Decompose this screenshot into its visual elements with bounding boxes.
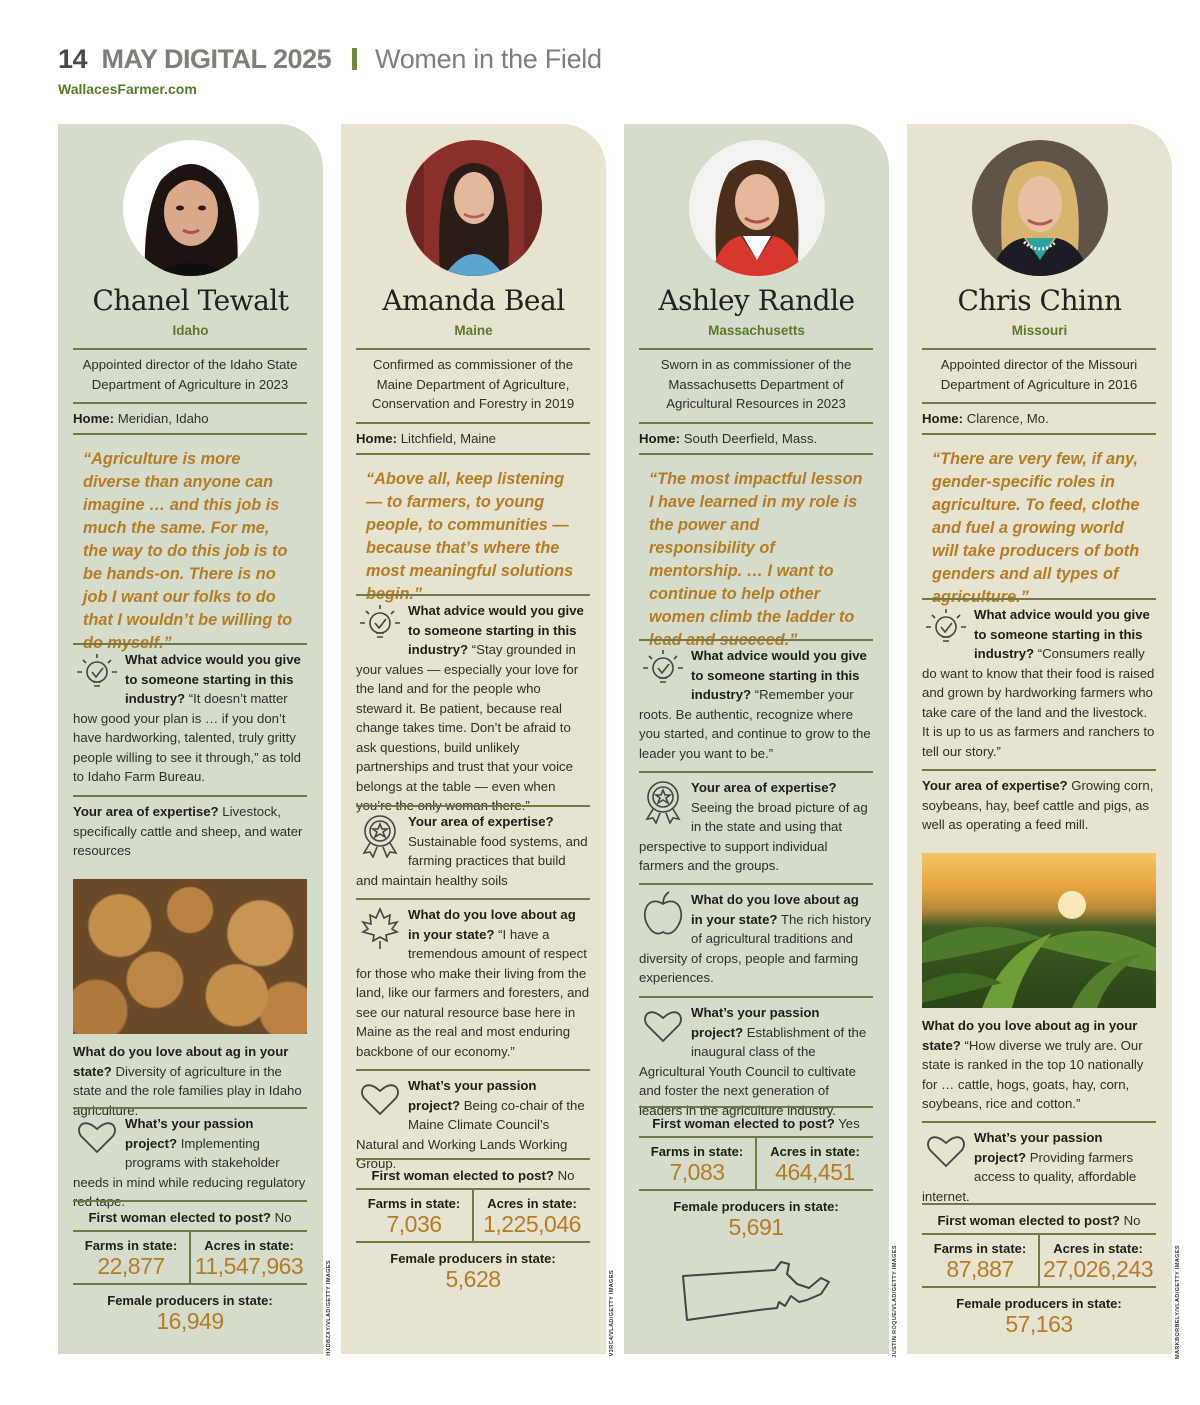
home-line bbox=[356, 422, 590, 449]
acres-value: 27,026,243 bbox=[1042, 1256, 1154, 1282]
profile-card-randle bbox=[624, 124, 889, 1354]
profile-card-chinn bbox=[907, 124, 1172, 1354]
site-url[interactable]: WallacesFarmer.com bbox=[58, 81, 197, 97]
first-woman-answer: No bbox=[274, 1210, 292, 1225]
farms-value: 7,083 bbox=[669, 1159, 725, 1185]
home-label: Home: bbox=[639, 431, 681, 446]
passion-answer: Providing farmers access to quality, affordable internet. bbox=[922, 1149, 1137, 1204]
photo-credit: MARKBORBELY/VLAD/GETTY IMAGES bbox=[1175, 1245, 1181, 1359]
home-line bbox=[922, 402, 1156, 429]
first-woman-answer: Yes bbox=[838, 1116, 860, 1131]
profile-card-tewalt bbox=[58, 124, 323, 1354]
advice-section bbox=[922, 598, 1156, 761]
person-name: Amanda Beal bbox=[382, 284, 565, 317]
massachusetts-map-icon bbox=[679, 1244, 834, 1329]
header-divider bbox=[352, 48, 357, 70]
home-label: Home: bbox=[356, 431, 398, 446]
first-woman-line bbox=[356, 1158, 590, 1186]
expertise-section bbox=[356, 805, 590, 890]
farms-label: Farms in state: bbox=[84, 1238, 178, 1253]
first-woman-question: First woman elected to post? bbox=[652, 1116, 835, 1131]
advice-question: What advice would you give to someone starting in this industry? bbox=[974, 607, 1150, 661]
stats-block bbox=[922, 1233, 1156, 1337]
heart-icon bbox=[356, 1076, 404, 1116]
farms-label: Farms in state: bbox=[367, 1196, 461, 1211]
home-line bbox=[73, 402, 307, 429]
section-title: Women in the Field bbox=[375, 44, 602, 74]
acres-value: 1,225,046 bbox=[483, 1211, 581, 1237]
expertise-question: Your area of expertise? bbox=[73, 804, 219, 819]
role-text: Appointed director of the Missouri Department of Agriculture in 2016 bbox=[922, 348, 1156, 394]
heart-icon bbox=[639, 1003, 687, 1043]
first-woman-line bbox=[922, 1203, 1156, 1231]
love-section bbox=[922, 1016, 1156, 1114]
passion-question: What’s your passion project? bbox=[974, 1130, 1103, 1165]
person-state: Massachusetts bbox=[708, 323, 805, 338]
acres-value: 11,547,963 bbox=[194, 1253, 304, 1279]
expertise-question: Your area of expertise? bbox=[922, 778, 1068, 793]
issue-title: MAY DIGITAL 2025 bbox=[101, 44, 332, 74]
female-producers-value: 5,691 bbox=[728, 1214, 784, 1240]
apple-icon bbox=[639, 890, 687, 936]
portrait-photo bbox=[123, 140, 259, 276]
farms-label: Farms in state: bbox=[933, 1241, 1027, 1256]
lightbulb-icon bbox=[356, 601, 404, 647]
passion-question: What’s your passion project? bbox=[125, 1116, 254, 1151]
profile-card-beal bbox=[341, 124, 606, 1354]
expertise-answer: Livestock, specifically cattle and sheep, and water resources bbox=[73, 804, 303, 858]
home-value: South Deerfield, Mass. bbox=[683, 431, 818, 446]
expertise-answer: Sustainable food systems, and farming practices that build and maintain healthy soils bbox=[356, 833, 588, 888]
passion-answer: Being co-chair of the Maine Climate Council’s Natural and Working Lands Working Group. bbox=[356, 1097, 585, 1171]
person-name: Chanel Tewalt bbox=[92, 284, 289, 317]
page-header bbox=[58, 44, 602, 84]
love-question: What do you love about ag in your state? bbox=[408, 907, 576, 942]
home-label: Home: bbox=[922, 411, 964, 426]
love-answer: “How diverse we truly are. Our state is ranked in the top 10 nationally for … cattle, hogs, goats, hay, corn, soybeans, rice and cotton.” bbox=[922, 1037, 1144, 1111]
expertise-question: Your area of expertise? bbox=[408, 814, 554, 829]
farms-label: Farms in state: bbox=[650, 1144, 744, 1159]
expertise-answer: Growing corn, soybeans, hay, beef cattle and pigs, as well as operating a feed mill. bbox=[922, 778, 1154, 832]
award-badge-icon bbox=[356, 812, 404, 858]
expertise-section bbox=[639, 771, 873, 876]
first-woman-question: First woman elected to post? bbox=[371, 1168, 554, 1183]
cornfield-photo bbox=[922, 853, 1156, 1008]
award-badge-icon bbox=[639, 778, 687, 824]
love-question: What do you love about ag in your state? bbox=[691, 892, 859, 927]
stats-block bbox=[639, 1136, 873, 1240]
heart-icon bbox=[922, 1128, 970, 1168]
home-value: Clarence, Mo. bbox=[966, 411, 1049, 426]
first-woman-line bbox=[73, 1200, 307, 1228]
person-state: Maine bbox=[454, 323, 493, 338]
home-value: Meridian, Idaho bbox=[117, 411, 209, 426]
stats-block bbox=[356, 1188, 590, 1292]
pull-quote: “Agriculture is more diverse than anyone can imagine … and this job is much the same. For me, the way to do this job is to be hands-on. There is no job I want our folks to do that I wouldn’t be willing to do myself.” bbox=[73, 433, 307, 655]
female-producers-value: 57,163 bbox=[1005, 1311, 1073, 1337]
home-value: Litchfield, Maine bbox=[400, 431, 496, 446]
acres-label: Acres in state: bbox=[1053, 1241, 1143, 1256]
passion-answer: Establishment of the inaugural class of the Agricultural Youth Council to cultivate and foster the next generation of leaders in the agriculture industry. bbox=[639, 1024, 867, 1118]
advice-question: What advice would you give to someone starting in this industry? bbox=[691, 648, 867, 702]
advice-section bbox=[356, 594, 590, 816]
advice-section bbox=[73, 643, 307, 787]
photo-credit: HXDBZXY/VLAD/GETTY IMAGES bbox=[326, 1260, 332, 1356]
portrait-photo bbox=[406, 140, 542, 276]
advice-section bbox=[639, 639, 873, 763]
love-question: What do you love about ag in your state? bbox=[73, 1044, 289, 1079]
love-answer: “I have a tremendous amount of respect for those who make their living from the land, like our farmers and foresters, and see our natural resource base here in Maine as the real and most enduring backbone of our economy.” bbox=[356, 926, 590, 1059]
lightbulb-icon bbox=[73, 650, 121, 696]
female-producers-value: 5,628 bbox=[445, 1266, 501, 1292]
female-producers-label: Female producers in state: bbox=[107, 1293, 273, 1308]
first-woman-question: First woman elected to post? bbox=[937, 1213, 1120, 1228]
photo-credit: V3RC4/VLAD/GETTY IMAGES bbox=[609, 1270, 615, 1357]
person-state: Idaho bbox=[172, 323, 209, 338]
love-answer: The rich history of agricultural traditions and diversity of crops, people and farming experiences. bbox=[639, 911, 872, 985]
advice-answer: “Remember your roots. Be authentic, recognize where you started, and continue to grow to the leader you want to be.” bbox=[639, 687, 871, 761]
farms-value: 7,036 bbox=[386, 1211, 442, 1237]
stats-block bbox=[73, 1230, 307, 1334]
acres-value: 464,451 bbox=[775, 1159, 855, 1185]
advice-question: What advice would you give to someone starting in this industry? bbox=[125, 652, 301, 706]
maple-leaf-icon bbox=[356, 905, 404, 951]
portrait-photo bbox=[689, 140, 825, 276]
role-text: Confirmed as commissioner of the Maine Department of Agriculture, Conservation and Forestry in 2019 bbox=[356, 348, 590, 414]
portrait-photo bbox=[972, 140, 1108, 276]
farms-value: 87,887 bbox=[946, 1256, 1014, 1282]
page-number: 14 bbox=[58, 44, 88, 74]
female-producers-label: Female producers in state: bbox=[390, 1251, 556, 1266]
acres-label: Acres in state: bbox=[487, 1196, 577, 1211]
first-woman-answer: No bbox=[557, 1168, 575, 1183]
passion-section bbox=[639, 996, 873, 1120]
love-section bbox=[356, 898, 590, 1061]
passion-section bbox=[73, 1107, 307, 1212]
person-name: Chris Chinn bbox=[957, 284, 1122, 317]
first-woman-question: First woman elected to post? bbox=[88, 1210, 271, 1225]
role-text: Appointed director of the Idaho State Department of Agriculture in 2023 bbox=[73, 348, 307, 394]
lightbulb-icon bbox=[639, 646, 687, 692]
lightbulb-icon bbox=[922, 605, 970, 651]
advice-answer: “Stay grounded in your values — especially your love for the land and for the people who steward it. Be patient, because real change takes time. Don’t be afraid to ask questions, build unlikely partnerships and trust that your voice belongs at the table — even when you’re the only woman there.” bbox=[356, 642, 579, 813]
first-woman-answer: No bbox=[1123, 1213, 1141, 1228]
passion-answer: Implementing programs with stakeholder needs in mind while reducing regulatory red tape. bbox=[73, 1135, 306, 1209]
female-producers-label: Female producers in state: bbox=[956, 1296, 1122, 1311]
pull-quote: “The most impactful lesson I have learned in my role is the power and responsibility of mentorship. … I want to continue to help other women climb the ladder to lead and succeed.” bbox=[639, 453, 873, 652]
expertise-answer: Seeing the broad picture of ag in the state and using that perspective to support individual farmers and the groups. bbox=[639, 799, 868, 873]
passion-question: What’s your passion project? bbox=[408, 1078, 537, 1113]
female-producers-value: 16,949 bbox=[156, 1308, 224, 1334]
advice-answer: “Consumers really do want to know that their food is raised and grown by hardworking farmers who take care of the land and the livestock. It is up to us as farmers and ranchers to tell our story.” bbox=[922, 646, 1155, 759]
love-answer: Diversity of agriculture in the state and the role families play in Idaho agriculture. bbox=[73, 1063, 302, 1118]
passion-question: What’s your passion project? bbox=[691, 1005, 820, 1040]
expertise-section bbox=[922, 769, 1156, 835]
advice-answer: “It doesn’t matter how good your plan is … if you don’t have hardworking, talented, truly gritty people willing to see it through,” as told to Idaho Farm Bureau. bbox=[73, 691, 301, 784]
acres-label: Acres in state: bbox=[770, 1144, 860, 1159]
person-name: Ashley Randle bbox=[658, 284, 855, 317]
acres-label: Acres in state: bbox=[204, 1238, 294, 1253]
pull-quote: “There are very few, if any, gender-specific roles in agriculture. To feed, clothe and fuel a growing world will take producers of both genders and all types of agriculture.” bbox=[922, 433, 1156, 609]
first-woman-line bbox=[639, 1106, 873, 1134]
home-line bbox=[639, 422, 873, 449]
potato-photo bbox=[73, 879, 307, 1034]
pull-quote: “Above all, keep listening — to farmers, to young people, to communities — because that’s where the most meaningful solutions begin.” bbox=[356, 453, 590, 606]
advice-question: What advice would you give to someone starting in this industry? bbox=[408, 603, 584, 657]
expertise-section bbox=[73, 795, 307, 861]
passion-section bbox=[922, 1121, 1156, 1206]
home-label: Home: bbox=[73, 411, 115, 426]
role-text: Sworn in as commissioner of the Massachusetts Department of Agricultural Resources in 2023 bbox=[639, 348, 873, 414]
farms-value: 22,877 bbox=[97, 1253, 165, 1279]
love-question: What do you love about ag in your state? bbox=[922, 1018, 1138, 1053]
female-producers-label: Female producers in state: bbox=[673, 1199, 839, 1214]
love-section bbox=[639, 883, 873, 988]
heart-icon bbox=[73, 1114, 121, 1154]
photo-credit: JUSTIN ROQUE/VLAD/GETTY IMAGES bbox=[892, 1245, 898, 1358]
expertise-question: Your area of expertise? bbox=[691, 780, 837, 795]
person-state: Missouri bbox=[1011, 323, 1068, 338]
